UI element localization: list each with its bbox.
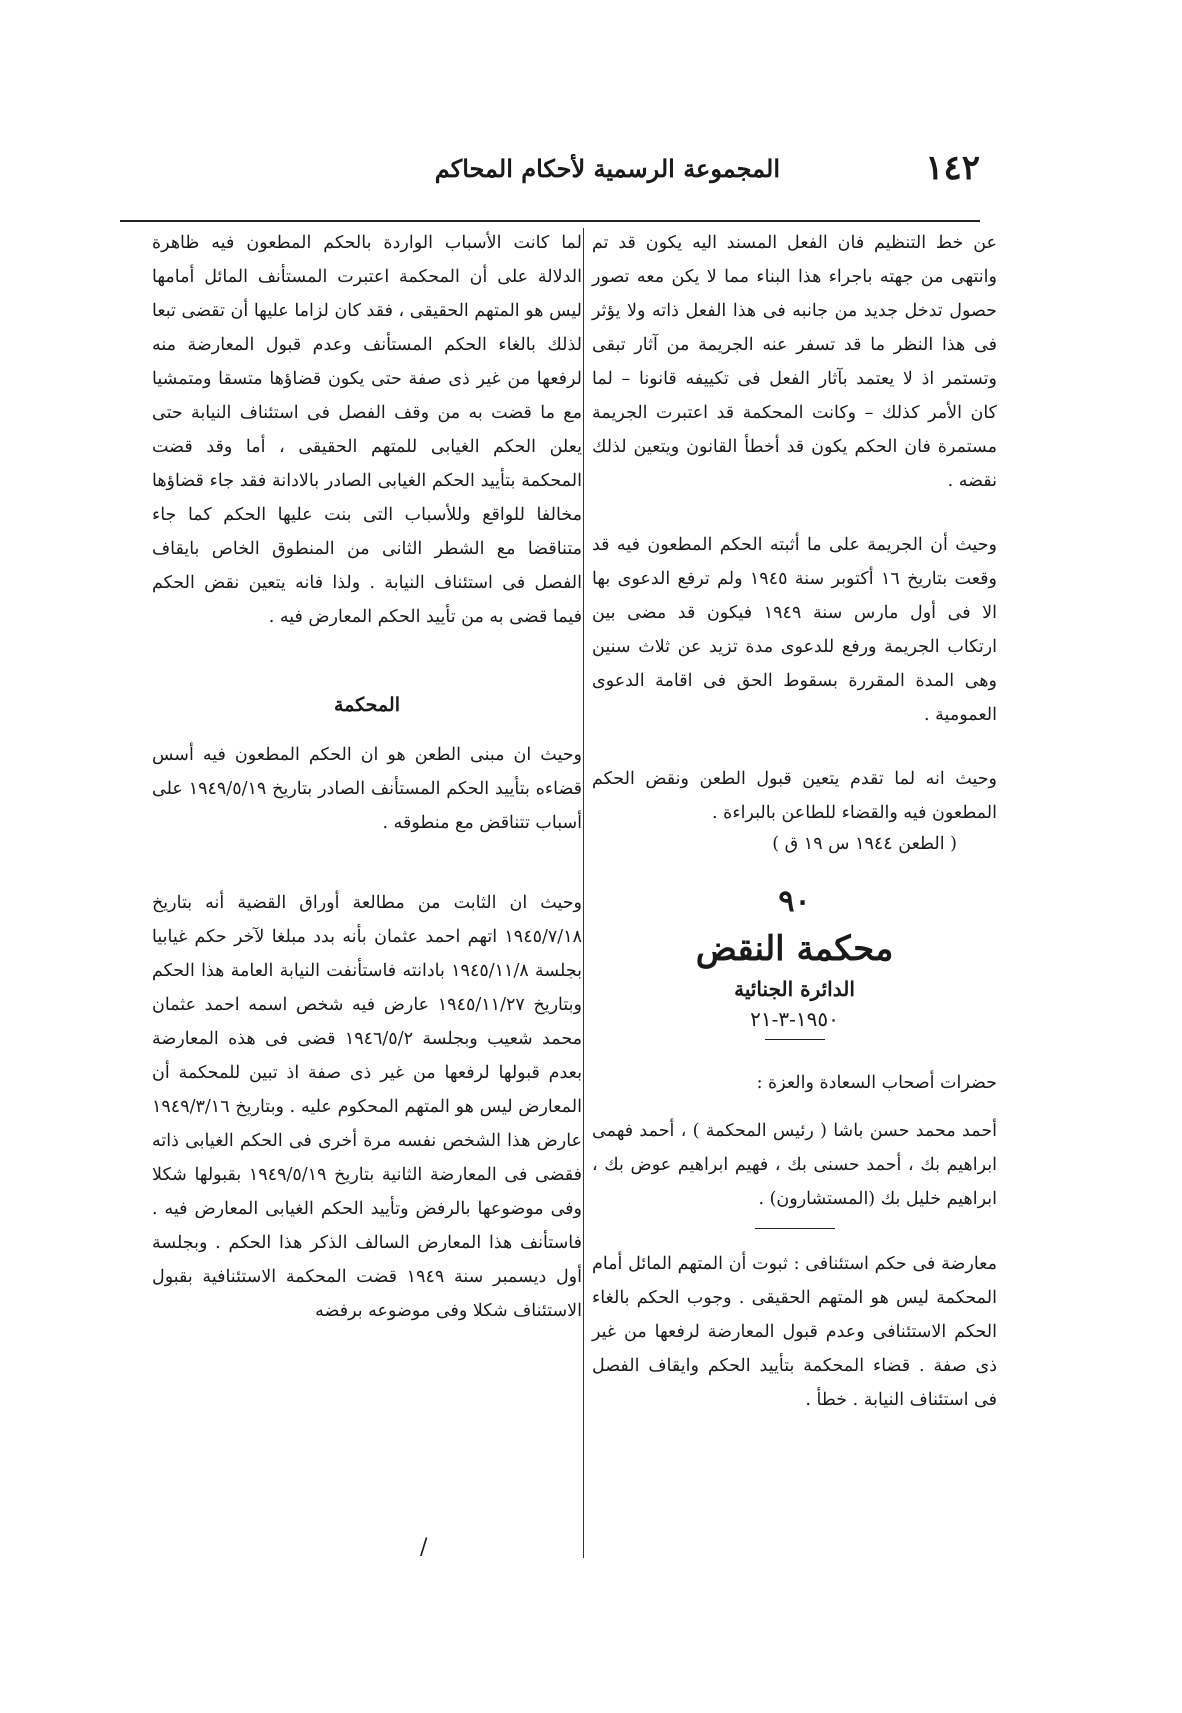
margin-mark: / xyxy=(420,1535,428,1560)
left-column xyxy=(152,226,582,1328)
attendees-intro: حضرات أصحاب السعادة والعزة : xyxy=(756,1073,997,1093)
paragraph: عن خط التنظيم فان الفعل المسند اليه يكون قد تم وانتهى من جهته باجراء هذا البناء مما لا يكن معه تصور حصول تدخل جديد من جانبه فى هذا الفعل ذاته ولا يؤثر فى هذا النظر ما قد تسفر عنه الجريمة من آثار تبقى وتستمر اذ لا يعتمد بآثار الفعل فى تكييفه قانونا – لما كان الأمر كذلك – وكانت المحكمة قد اعتبرت الجريمة مستمرة فان الحكم يكون قد أخطأ القانون ويتعين لذلك نقضه . xyxy=(592,233,997,491)
header-rule xyxy=(120,220,980,222)
section-rule xyxy=(755,1228,835,1229)
paragraph: لما كانت الأسباب الواردة بالحكم المطعون فيه ظاهرة الدلالة على أن المحكمة اعتبرت المستأنف المائل أمامها ليس هو المتهم الحقيقى ، فقد كان لزاما عليها أن تقضى تبعا لذلك بالغاء الحكم المستأنف وعدم قبول المعارضة منه لرفعها من غير ذى صفة حتى يكون قضاؤها متسقا ومتمشيا مع ما قضت به من وقف الفصل فى استئناف النيابة حتى يعلن الحكم الغيابى للمتهم الحقيقى ، أما وقد قضت المحكمة بتأييد الحكم الغيابى الصادر بالادانة فقد جاء قضاؤها مخالفا للواقع وللأسباب التى بنت عليها الحكم كما جاء متناقضا مع الشطر الثانى من المنطوق الخاص بايقاف الفصل فى استئناف النيابة . ولذا فانه يتعين نقض الحكم فيما قضى به من تأييد الحكم المعارض فيه . xyxy=(152,233,582,627)
section-heading: المحكمة xyxy=(334,694,400,716)
case-number: ٩٠ xyxy=(778,884,811,919)
court-name: محكمة النقض xyxy=(695,929,894,969)
paragraph: وحيث أن الجريمة على ما أثبته الحكم المطعون فيه قد وقعت بتاريخ ١٦ أكتوبر سنة ١٩٤٥ ولم ترفع الدعوى بها الا فى أول مارس سنة ١٩٤٩ فيكون قد مضى بين ارتكاب الجريمة ورفع للدعوى مدة تزيد عن ثلاث سنين وهى المدة المقررة بسقوط الحق فى اقامة الدعوى العمومية . xyxy=(592,535,998,725)
page-header xyxy=(120,148,980,198)
paragraph: وحيث ان مبنى الطعن هو ان الحكم المطعون فيه أسس قضاءه بتأييد الحكم المستأنف الصادر بتاريخ ١٩٤٩/٥/١٩ على أسباب تتناقض مع منطوقه . xyxy=(152,745,582,833)
section-rule xyxy=(765,1039,825,1040)
publication-title: المجموعة الرسمية لأحكام المحاكم xyxy=(434,154,780,183)
department-name: الدائرة الجنائية xyxy=(734,977,855,1001)
session-date: ١٩٥٠-٣-٢١ xyxy=(750,1007,839,1031)
paragraph: وحيث ان الثابت من مطالعة أوراق القضية أنه بتاريخ ١٩٤٥/٧/١٨ اتهم احمد عثمان بأنه بدد مبلغا لآخر حكم غيابيا بجلسة ١٩٤٥/١١/٨ بادانته فاستأنفت النيابة العامة هذا الحكم وبتاريخ ١٩٤٥/١١/٢٧ عارض فيه شخص اسمه احمد عثمان محمد شعيب وبجلسة ١٩٤٦/٥/٢ قضى فى هذه المعارضة بعدم قبولها لرفعها من غير ذى صفة اذ تبين للمحكمة أن المعارض ليس هو المتهم المحكوم عليه . وبتاريخ ١٩٤٩/٣/١٦ عارض هذا الشخص نفسه مرة أخرى فى الحكم الغيابى ذاته فقضى فى المعارضة الثانية بتاريخ ١٩٤٩/٥/١٩ بقبولها شكلا وفى موضوعها بالرفض وتأييد الحكم الغيابى المعارض فيه . فاستأنف هذا المعارض السالف الذكر هذا الحكم . وبجلسة أول ديسمبر سنة ١٩٤٩ قضت المحكمة الاستئنافية بقبول الاستئناف شكلا وفى موضوعه برفضه xyxy=(152,893,582,1321)
paragraph: وحيث انه لما تقدم يتعين قبول الطعن ونقض الحكم المطعون فيه والقضاء للطاعن بالبراءة . xyxy=(592,769,997,823)
page-number: ١٤٢ xyxy=(925,148,980,188)
column-divider xyxy=(583,228,584,1558)
right-column xyxy=(592,226,997,1417)
attendees-list: أحمد محمد حسن باشا ( رئيس المحكمة ) ، أحمد فهمى ابراهيم بك ، أحمد حسنى بك ، فهيم ابراهيم عوض بك ، ابراهيم خليل بك (المستشارون) . xyxy=(592,1121,997,1209)
case-reference: ( الطعن ١٩٤٤ س ١٩ ق ) xyxy=(772,834,957,854)
case-summary: معارضة فى حكم استئنافى : ثبوت أن المتهم المائل أمام المحكمة ليس هو المتهم الحقيقى . وجوب الحكم بالغاء الحكم الاستئنافى وعدم قبول المعارضة لرفعها من غير ذى صفة . قضاء المحكمة بتأييد الحكم وايقاف الفصل فى استئناف النيابة . خطأ . xyxy=(592,1254,997,1410)
